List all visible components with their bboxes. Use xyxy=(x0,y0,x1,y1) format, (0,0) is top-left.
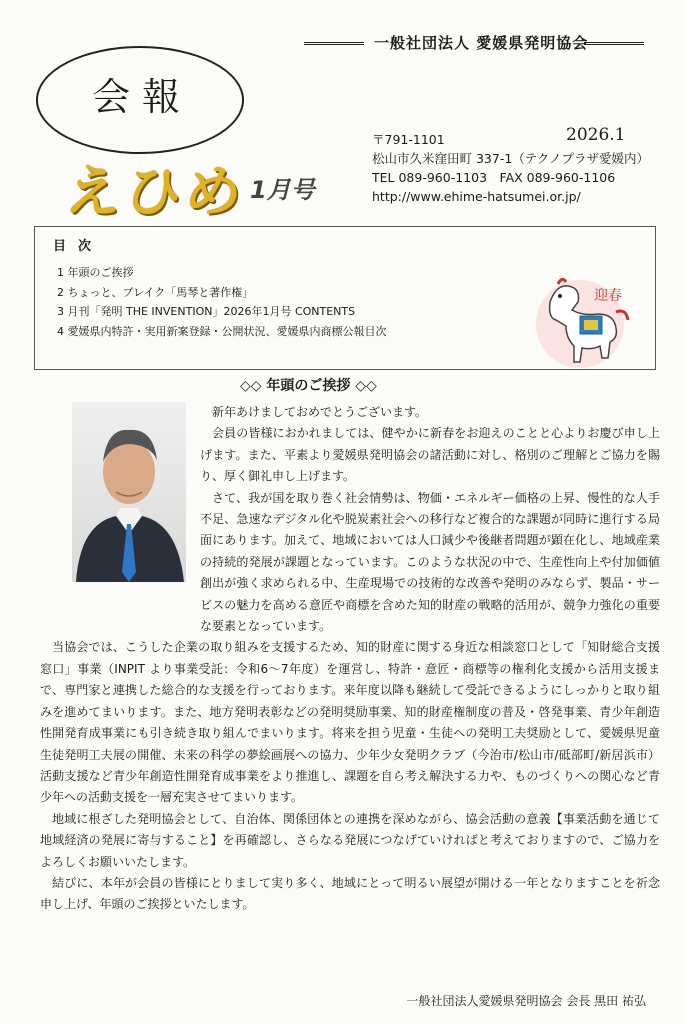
geishun-label: 迎春 xyxy=(594,288,622,304)
website-url[interactable]: http://www.ehime-hatsumei.or.jp/ xyxy=(372,189,581,204)
postal-code: 〒791-1101 xyxy=(372,132,445,147)
address: 松山市久米窪田町 337-1（テクノプラザ愛媛内） xyxy=(372,151,650,166)
article-paragraph: 会員の皆様におかれましては、健やかに新春をお迎えのことと心よりお慶び申し上げます。また、平素より愛媛県発明協会の諸活動に対し、格別のご理解とご協力を賜り、厚く御礼申し上げます。 xyxy=(200,426,660,484)
divider xyxy=(304,42,364,45)
kaiho-label: 会報 xyxy=(92,75,193,119)
article-paragraph: 結びに、本年が会員の皆様にとりまして実り多く、地域にとって明るい展望が開ける一年となりますことを祈念申し上げ、年頭のご挨拶といたします。 xyxy=(40,875,660,912)
toc-item: 3 月刊「発明 THE INVENTION」2026年1月号 CONTENTS xyxy=(57,305,356,318)
tel-fax: TEL 089-960-1103 FAX 089-960-1106 xyxy=(372,170,616,185)
article-paragraph: 当協会では、こうした企業の取り組みを支援するため、知的財産に関する身近な相談窓口として「知財総合支援窓口」事業（INPIT より事業受託：令和6〜7年度）を運営し、特許・意匠・商標等の権利化支援から活用支援まで、専門家と連携した総合的な支援を行っております。来年度以降も継続して受託できるようにしっかりと取り組みを進めてまいります。また、地方発明表彰などの発明奨励事業、知的財産権制度の普及・啓発事業、青少年創造性開発育成事業にも引き続き取り組んでまいります。将来を担う児童・生徒への発明工夫奨励として、愛媛県児童生徒発明工夫展の開催、未来の科学の夢絵画展への協力、少年少女発明クラブ（今治市/松山市/砥部町/新居浜市）活動支援など青少年創造性開発育成事業をより推進し、課題を自ら考え解決する力や、ものづくりへの関心など青少年への活動支援を一層充実させてまいります。 xyxy=(40,640,660,805)
toc-item: 4 愛媛県内特許・実用新案登録・公開状況、愛媛県内商標公報目次 xyxy=(57,324,387,338)
divider xyxy=(584,42,644,45)
organization-banner xyxy=(304,32,644,56)
article-paragraph: さて、我が国を取り巻く社会情勢は、物価・エネルギー価格の上昇、慢性的な人手不足、急速なデジタル化や脱炭素社会への移行など複合的な課題が同時に進行する局面にあります。加えて、地域においては人口減少や後継者問題が顕在化し、地域産業の持続的発展が課題となっています。このような状況の中で、生産性向上や付加価値創出が強く求められる中、生産現場での技術的な改善や発明のみならず、製品・サービスの魅力を高める意匠や商標を含めた知的財産の戦略的活用が、競争力強化の重要な要素となっています。 xyxy=(200,490,660,634)
newsletter-title: えひめ xyxy=(62,160,249,225)
article-paragraph: 新年あけましておめでとうございます。 xyxy=(212,405,428,419)
article-body xyxy=(40,402,660,916)
signature: 一般社団法人愛媛県発明協会 会長 黒田 祐弘 xyxy=(406,994,646,1008)
organization-name: 一般社団法人 愛媛県発明協会 xyxy=(374,34,589,52)
new-year-horse-illustration xyxy=(520,262,640,372)
article-paragraph: 地域に根ざした発明協会として、自治体、関係団体との連携を深めながら、協会活動の意義【事業活動を通じて地域経済の発展に寄与すること】を再確認し、さらなる発展につなげていければと考えておりますので、ご協力をよろしくお願いいたします。 xyxy=(40,811,660,869)
toc-title: 目次 xyxy=(53,239,104,254)
contact-block xyxy=(372,130,649,206)
toc-item: 1 年頭のご挨拶 xyxy=(57,266,134,279)
article-heading: ◇◇ 年頭のご挨拶 ◇◇ xyxy=(240,378,377,394)
toc-item: 2 ちょっと、ブレイク「馬琴と著作権」 xyxy=(57,285,254,299)
issue-date: 2026.1 xyxy=(566,125,626,145)
issue-label: 1月号 xyxy=(250,176,315,204)
